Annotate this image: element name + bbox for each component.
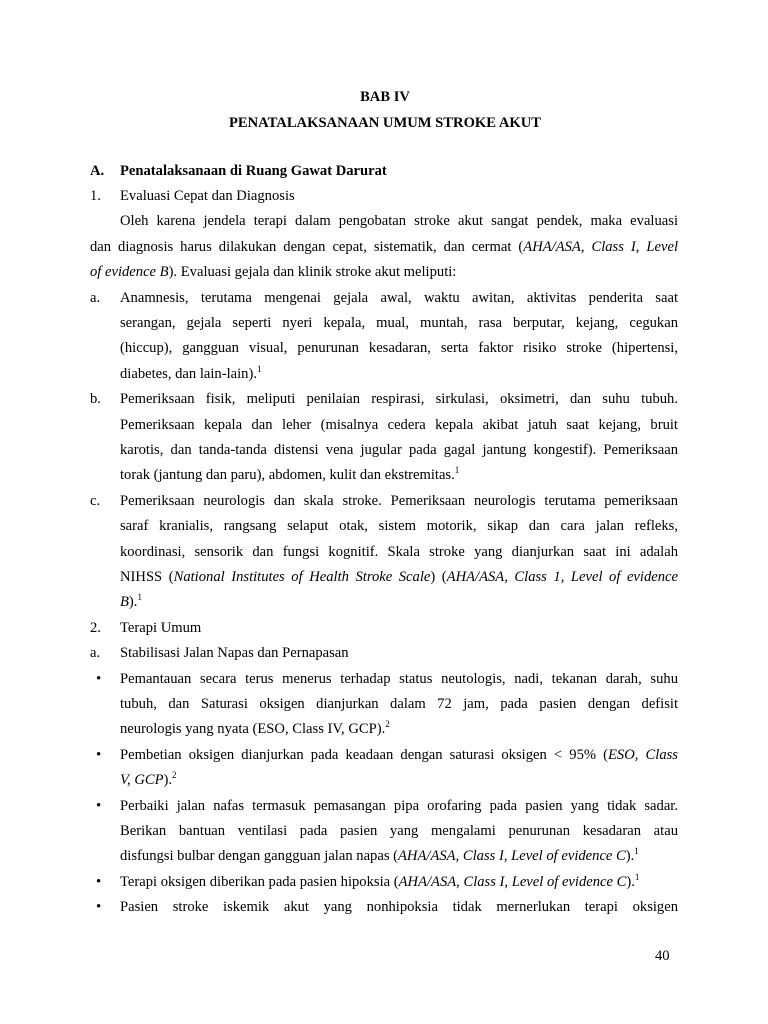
item-c-marker: c. bbox=[90, 493, 101, 509]
item-a-marker: a. bbox=[90, 290, 101, 306]
bullet-icon: • bbox=[96, 874, 102, 890]
footnote-ref: 1 bbox=[454, 465, 460, 475]
item-2a-title: Stabilisasi Jalan Napas dan Pernapasan bbox=[120, 645, 349, 661]
footnote-ref: 1 bbox=[256, 364, 262, 374]
bullet-2-line-1: Pembetian oksigen dianjurkan pada keadaan dengan saturasi oksigen < 95% (ESO, Class bbox=[120, 747, 678, 763]
footnote-ref: 2 bbox=[172, 770, 177, 780]
item-c-line-5: B).$^1$ bbox=[120, 592, 142, 610]
chapter-title: PENATALAKSANAAN UMUM STROKE AKUT bbox=[228, 115, 542, 131]
item-c-line-2: saraf kranialis, rangsang selaput otak, sistem motorik, sikap dan cara jalan refleks, bbox=[120, 518, 678, 534]
footnote-ref: 1 bbox=[137, 592, 142, 602]
intro-line-3: of evidence B). Evaluasi gejala dan klinik stroke akut meliputi: bbox=[90, 264, 457, 280]
bullet-3-line-3: disfungsi bulbar dengan gangguan jalan napas (AHA/ASA, Class I, Level of evidence C).$^1$ bbox=[120, 846, 639, 864]
item-b-line-2: Pemeriksaan kepala dan leher (misalnya cedera kepala akibat jatuh saat kejang, bruit bbox=[120, 417, 678, 433]
item-2-marker: 2. bbox=[90, 620, 101, 636]
section-a-marker: A. bbox=[90, 163, 105, 179]
intro-line-2: dan diagnosis harus dilakukan dengan cepat, sistematik, dan cermat (AHA/ASA, Class I, Level bbox=[90, 239, 678, 255]
item-c-line-4: NIHSS (National Institutes of Health Stroke Scale) (AHA/ASA, Class 1, Level of evidence bbox=[120, 569, 678, 585]
bullet-3-line-2: Berikan bantuan ventilasi pada pasien yang mengalami penurunan kesadaran atau bbox=[120, 823, 678, 839]
item-c-line-1: Pemeriksaan neurologis dan skala stroke. Pemeriksaan neurologis terutama pemeriksaan bbox=[120, 493, 678, 509]
bullet-2-line-2: V, GCP).$^2$ bbox=[120, 770, 177, 788]
item-1-title: Evaluasi Cepat dan Diagnosis bbox=[120, 188, 295, 204]
bullet-icon: • bbox=[96, 899, 102, 915]
item-b-line-1: Pemeriksaan fisik, meliputi penilaian respirasi, sirkulasi, oksimetri, dan suhu tubuh. bbox=[120, 391, 678, 407]
item-a-line-3: (hiccup), gangguan visual, penurunan kesadaran, serta faktor risiko stroke (hipertensi, bbox=[120, 340, 678, 356]
bullet-icon: • bbox=[96, 671, 102, 687]
bullet-icon: • bbox=[96, 747, 102, 763]
item-b-marker: b. bbox=[90, 391, 101, 407]
bullet-icon: • bbox=[96, 798, 102, 814]
item-a-line-1: Anamnesis, terutama mengenai gejala awal, waktu awitan, aktivitas penderita saat bbox=[120, 290, 678, 306]
bullet-1-line-3: neurologis yang nyata (ESO, Class IV, GCP).$^2$ bbox=[120, 719, 390, 737]
item-c-line-3: koordinasi, sensorik dan fungsi kognitif. Skala stroke yang dianjurkan saat ini adalah bbox=[120, 544, 678, 560]
intro-line-1: Oleh karena jendela terapi dalam pengobatan stroke akut sangat pendek, maka evaluasi bbox=[120, 213, 678, 229]
bullet-1-line-1: Pemantauan secara terus menerus terhadap status neutologis, nadi, tekanan darah, suhu bbox=[120, 671, 678, 687]
footnote-ref: 2 bbox=[385, 719, 390, 729]
section-a-title: Penatalaksanaan di Ruang Gawat Darurat bbox=[120, 163, 387, 179]
item-2a-marker: a. bbox=[90, 645, 101, 661]
item-b-line-3: karotis, dan tanda-tanda distensi vena jugular pada gagal jantung kongestif). Pemeriksaan bbox=[120, 442, 678, 458]
bullet-5-line-1: Pasien stroke iskemik akut yang nonhipoksia tidak mernerlukan terapi oksigen bbox=[120, 899, 678, 915]
chapter-label: BAB IV bbox=[360, 89, 410, 105]
item-1-marker: 1. bbox=[90, 188, 101, 204]
item-a-line-4: diabetes, dan lain-lain).$^1$ bbox=[120, 364, 262, 382]
bullet-3-line-1: Perbaiki jalan nafas termasuk pemasangan pipa orofaring pada pasien yang tidak sadar. bbox=[120, 798, 678, 814]
footnote-ref: 1 bbox=[634, 846, 639, 856]
item-b-line-4: torak (jantung dan paru), abdomen, kulit dan ekstremitas.$^1$ bbox=[120, 465, 460, 483]
item-2-title: Terapi Umum bbox=[120, 620, 202, 636]
bullet-4-line-1: Terapi oksigen diberikan pada pasien hipoksia (AHA/ASA, Class I, Level of evidence C).$^1$ bbox=[120, 872, 640, 890]
bullet-1-line-2: tubuh, dan Saturasi oksigen dianjurkan dalam 72 jam, pada pasien dengan defisit bbox=[120, 696, 678, 712]
item-a-line-2: serangan, gejala seperti nyeri kepala, mual, muntah, rasa berputar, kejang, cegukan bbox=[120, 315, 678, 331]
page-number: 40 bbox=[655, 948, 670, 964]
footnote-ref: 1 bbox=[634, 872, 640, 882]
